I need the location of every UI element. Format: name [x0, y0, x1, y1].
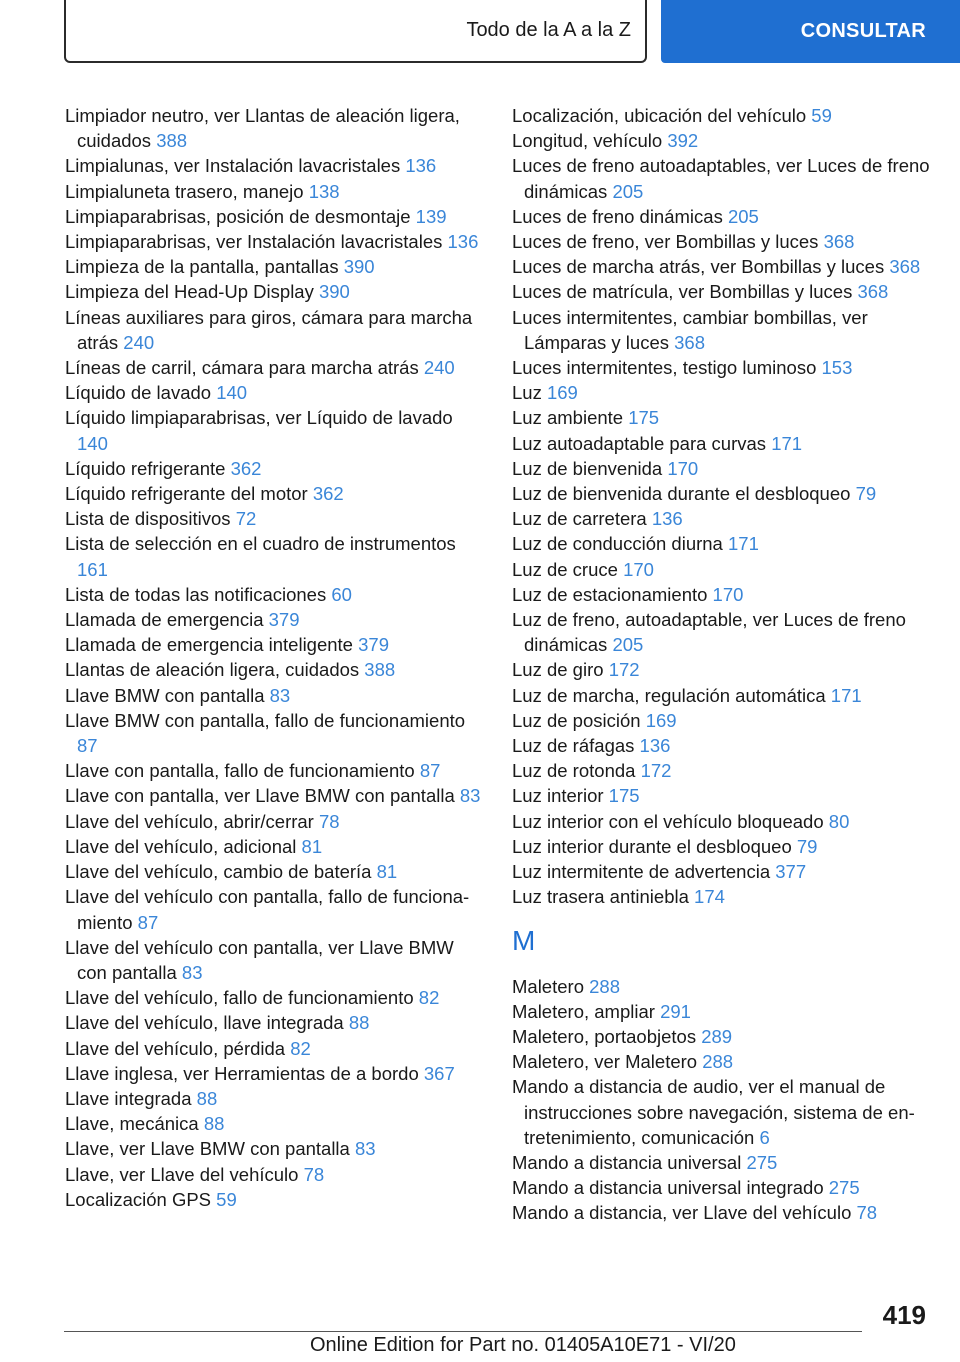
index-entry-text: Limpieza del Head-Up Display	[65, 281, 314, 303]
index-entry	[65, 758, 485, 783]
page-link[interactable]: 87	[137, 911, 159, 933]
index-entry-text: Lista de selección en el cuadro de instrumentos	[65, 533, 456, 555]
page-link[interactable]: 72	[235, 508, 257, 530]
index-entry	[65, 1136, 485, 1161]
index-entry-text: Mando a distancia universal integrado	[512, 1177, 824, 1199]
page-link[interactable]: 275	[746, 1151, 778, 1173]
index-entry-text: Llave BMW con pantalla	[65, 684, 265, 706]
index-entry-text: Luz autoadaptable para curvas	[512, 432, 767, 454]
page-link[interactable]: 175	[608, 785, 640, 807]
index-entry-text: Llamada de emergencia inteligente	[65, 634, 353, 656]
index-entry-text: Luz de giro	[512, 659, 604, 681]
index-entry	[65, 859, 485, 884]
index-entry	[65, 305, 485, 355]
index-entry	[512, 153, 942, 203]
index-entry-text: Líneas auxiliares para giros, cámara para marcha atrás	[65, 306, 473, 353]
index-entry-text: Luz de bienvenida durante el desbloqueo	[512, 483, 851, 505]
page-link[interactable]: 78	[303, 1163, 325, 1185]
index-entry	[65, 204, 485, 229]
index-entry-text: Llave con pantalla, fallo de funcionamiento	[65, 760, 415, 782]
index-entry-text: Mando a distancia de audio, ver el manual de instrucciones sobre navegación, sistema de entretenimiento, comunicación	[512, 1076, 915, 1148]
page-link[interactable]: 205	[612, 180, 644, 202]
page-link[interactable]: 87	[419, 760, 441, 782]
index-entry-text: Líquido limpiaparabrisas, ver Líquido de lavado	[65, 407, 453, 429]
page-link[interactable]: 80	[828, 810, 850, 832]
index-entry-text: Mando a distancia universal	[512, 1151, 742, 1173]
page-link[interactable]: 388	[156, 130, 188, 152]
page-link[interactable]: 78	[318, 810, 340, 832]
index-entry	[512, 708, 942, 733]
page-link[interactable]: 362	[230, 457, 262, 479]
index-entry-text: Luz interior	[512, 785, 604, 807]
index-entry	[65, 531, 485, 581]
index-entry	[512, 557, 942, 582]
page-link[interactable]: 240	[423, 357, 455, 379]
page-link[interactable]: 60	[331, 583, 352, 605]
index-entry	[65, 405, 485, 455]
index-entry-text: Luces de freno, ver Bombillas y luces	[512, 231, 819, 253]
index-entry-text: Luz ambiente	[512, 407, 624, 429]
page-link[interactable]: 169	[645, 709, 677, 731]
page-link[interactable]: 136	[405, 155, 437, 177]
index-entry	[512, 657, 942, 682]
index-entry-text: Luz de cruce	[512, 558, 618, 580]
index-entry-text: Luz de bienvenida	[512, 457, 663, 479]
index-entry	[65, 456, 485, 481]
index-entry-text: Luces intermitentes, cambiar bombillas, ver Lámparas y luces	[512, 306, 868, 353]
index-entry	[512, 1200, 942, 1225]
index-entry-text: Luz de rotonda	[512, 760, 636, 782]
index-entry	[512, 783, 942, 808]
index-entry-text: Llave inglesa, ver Herramientas de a bordo	[65, 1062, 419, 1084]
index-entry	[65, 229, 485, 254]
index-entry-text: Mando a distancia, ver Llave del vehículo	[512, 1202, 852, 1224]
index-entry-text: Llave integrada	[65, 1087, 192, 1109]
index-entry	[65, 1061, 485, 1086]
index-entry-text: Limpialuneta trasero, manejo	[65, 180, 304, 202]
page-link[interactable]: 87	[77, 735, 98, 757]
index-entry-text: Maletero, ampliar	[512, 1000, 655, 1022]
index-entry-text: Luces de freno autoadaptables, ver Luces de freno dinámicas	[512, 155, 930, 202]
index-entry	[65, 657, 485, 682]
index-entry-text: Llave del vehículo, abrir/cerrar	[65, 810, 314, 832]
index-entry-text: Limpiaparabrisas, ver Instalación lavacristales	[65, 231, 443, 253]
index-entry-text: Llave BMW con pantalla, fallo de funcionamiento	[65, 709, 466, 731]
footer-divider	[64, 1331, 862, 1332]
index-entry	[65, 683, 485, 708]
index-entry-text: Llave del vehículo, cambio de batería	[65, 861, 372, 883]
index-entry	[512, 884, 942, 909]
page-link[interactable]: 171	[830, 684, 862, 706]
index-entry	[512, 809, 942, 834]
page-number: 419	[882, 1300, 926, 1330]
index-entry	[512, 1049, 942, 1074]
index-entry-text: Llave, mecánica	[65, 1113, 199, 1135]
index-entry	[512, 607, 942, 657]
index-entry	[65, 1111, 485, 1136]
page-link[interactable]: 275	[828, 1177, 860, 1199]
page-link[interactable]: 288	[702, 1051, 734, 1073]
page-link[interactable]: 6	[759, 1126, 770, 1148]
page-link[interactable]: 171	[728, 533, 759, 555]
index-entry	[512, 1074, 942, 1150]
index-entry-text: Luz de marcha, regulación automática	[512, 684, 826, 706]
index-entry-text: Luz interior durante el desbloqueo	[512, 835, 792, 857]
index-entry-text: Llave del vehículo, llave integrada	[65, 1012, 344, 1034]
index-entry	[65, 582, 485, 607]
index-entry	[512, 683, 942, 708]
page-link[interactable]: 59	[216, 1188, 237, 1210]
page-link[interactable]: 368	[674, 331, 705, 353]
index-entry	[512, 506, 942, 531]
index-entry-text: Líquido de lavado	[65, 382, 212, 404]
index-entry	[512, 859, 942, 884]
index-entry-text: Llave, ver Llave del vehículo	[65, 1163, 299, 1185]
page-link[interactable]: 59	[811, 105, 832, 126]
index-entry-text: Luz trasera antiniebla	[512, 886, 689, 908]
index-entry	[512, 405, 942, 430]
index-entry-text: Llave del vehículo, pérdida	[65, 1037, 286, 1059]
page-link[interactable]: 82	[418, 987, 440, 1009]
section-letter-m: M	[512, 924, 536, 956]
index-entry	[65, 1036, 485, 1061]
page-link[interactable]: 175	[628, 407, 660, 429]
index-entry-text: Llave del vehículo con pantalla, fallo de funcionamiento	[65, 886, 470, 933]
page-link[interactable]: 388	[364, 659, 396, 681]
tab-consultar[interactable]	[661, 0, 960, 63]
index-entry-text: Llamada de emergencia	[65, 609, 264, 631]
index-entry	[512, 103, 942, 128]
index-entry-text: Luz de conducción diurna	[512, 533, 723, 555]
index-entry	[65, 935, 485, 985]
index-column-right	[512, 103, 942, 1226]
page-link[interactable]: 138	[308, 180, 340, 202]
index-entry	[65, 1086, 485, 1111]
index-entry-text: Llave, ver Llave BMW con pantalla	[65, 1138, 350, 1160]
index-entry-text: Maletero, portaobjetos	[512, 1025, 697, 1047]
tab-consultar-label: CONSULTAR	[800, 20, 926, 42]
index-entry-text: Luz de posición	[512, 709, 641, 731]
page-link[interactable]: 83	[354, 1138, 376, 1160]
page-link[interactable]: 136	[447, 231, 479, 253]
index-entry	[512, 204, 942, 229]
index-entry	[65, 985, 485, 1010]
index-entry	[512, 254, 942, 279]
index-list-l	[512, 103, 942, 910]
page-link[interactable]: 170	[667, 457, 699, 479]
index-entry	[512, 355, 942, 380]
index-entry-text: Luz de ráfagas	[512, 735, 635, 757]
page-link[interactable]: 291	[660, 1000, 691, 1022]
page-link[interactable]: 205	[727, 205, 759, 227]
page-link[interactable]: 172	[608, 659, 640, 681]
index-entry-text: Llave del vehículo, fallo de funcionamiento	[65, 987, 414, 1009]
page-link[interactable]: 82	[290, 1037, 311, 1059]
page-link[interactable]: 170	[623, 558, 654, 580]
index-entry-text: Luces de marcha atrás, ver Bombillas y luces	[512, 256, 885, 278]
index-entry	[512, 733, 942, 758]
index-entry	[65, 355, 485, 380]
page-link[interactable]: 79	[796, 835, 818, 857]
page-link[interactable]: 172	[640, 760, 672, 782]
page-link[interactable]: 390	[318, 281, 350, 303]
tab-todo-a-z-label: Todo de la A a la Z	[466, 19, 631, 41]
index-entry-text: Maletero, ver Maletero	[512, 1051, 698, 1073]
index-entry	[65, 153, 485, 178]
page-link[interactable]: 379	[268, 609, 300, 631]
index-entry-text: Llave del vehículo, adicional	[65, 835, 297, 857]
page-link[interactable]: 140	[216, 382, 248, 404]
index-entry	[65, 103, 485, 153]
index-entry-text: Llave con pantalla, ver Llave BMW con pantalla	[65, 785, 455, 807]
index-list-m	[512, 974, 942, 1226]
index-entry	[512, 279, 942, 304]
page-link[interactable]: 170	[712, 583, 744, 605]
index-entry-text: Limpiador neutro, ver Llantas de aleación ligera, cuidados	[65, 105, 460, 152]
index-entry-text: Líquido refrigerante del motor	[65, 483, 308, 505]
index-entry	[65, 1187, 485, 1212]
index-entry-text: Luces de freno dinámicas	[512, 205, 723, 227]
index-entry	[512, 1150, 942, 1175]
index-entry	[512, 834, 942, 859]
index-entry-text: Líquido refrigerante	[65, 457, 226, 479]
tab-todo-a-z[interactable]	[64, 0, 647, 63]
index-entry-text: Limpieza de la pantalla, pantallas	[65, 256, 339, 278]
page-link[interactable]: 368	[889, 256, 921, 278]
index-entry	[65, 783, 485, 808]
index-entry	[65, 481, 485, 506]
page-link[interactable]: 379	[358, 634, 389, 656]
page-link[interactable]: 362	[312, 483, 344, 505]
index-entry-text: Localización GPS	[65, 1188, 212, 1210]
page-link[interactable]: 83	[181, 961, 203, 983]
page-link[interactable]: 136	[651, 508, 683, 530]
page-link[interactable]: 377	[775, 861, 807, 883]
index-entry	[65, 254, 485, 279]
page-link[interactable]: 205	[612, 634, 644, 656]
index-entry	[512, 974, 942, 999]
page-link[interactable]: 288	[589, 975, 620, 997]
index-entry	[65, 834, 485, 859]
page-link[interactable]: 174	[694, 886, 725, 908]
index-entry-text: Longitud, vehículo	[512, 130, 663, 152]
index-entry-text: Líneas de carril, cámara para marcha atrás	[65, 357, 419, 379]
index-entry	[65, 1162, 485, 1187]
index-entry	[65, 809, 485, 834]
index-entry	[512, 758, 942, 783]
index-entry	[512, 582, 942, 607]
page-link[interactable]: 392	[667, 130, 699, 152]
index-entry	[65, 1010, 485, 1035]
page-link[interactable]: 171	[771, 432, 803, 454]
index-entry-text: Luz	[512, 382, 542, 404]
page-link[interactable]: 83	[269, 684, 291, 706]
page-link[interactable]: 367	[423, 1062, 455, 1084]
index-entry	[512, 1024, 942, 1049]
index-entry	[65, 506, 485, 531]
index-entry-text: Luces de matrícula, ver Bombillas y luces	[512, 281, 853, 303]
page-link[interactable]: 136	[639, 735, 671, 757]
page-link[interactable]: 139	[415, 205, 447, 227]
index-entry-text: Luz de carretera	[512, 508, 647, 530]
page-link[interactable]: 88	[196, 1087, 218, 1109]
index-entry-text: Llantas de aleación ligera, cuidados	[65, 659, 360, 681]
page-link[interactable]: 140	[77, 432, 108, 454]
page-link[interactable]: 390	[343, 256, 375, 278]
index-entry	[512, 1175, 942, 1200]
page-link[interactable]: 88	[348, 1012, 370, 1034]
index-entry-text: Luces intermitentes, testigo luminoso	[512, 357, 817, 379]
index-entry	[65, 607, 485, 632]
index-entry	[512, 229, 942, 254]
index-entry	[512, 456, 942, 481]
index-column-left	[65, 103, 485, 1212]
index-entry-text: Limpialunas, ver Instalación lavacristales	[65, 155, 401, 177]
page-link[interactable]: 289	[701, 1025, 733, 1047]
index-entry-text: Luz de freno, autoadaptable, ver Luces de freno dinámicas	[512, 609, 906, 656]
page-link[interactable]: 368	[857, 281, 889, 303]
index-entry	[65, 632, 485, 657]
page-link[interactable]: 368	[823, 231, 855, 253]
page-link[interactable]: 169	[546, 382, 578, 404]
index-entry-text: Localización, ubicación del vehículo	[512, 105, 807, 126]
index-entry	[512, 999, 942, 1024]
index-entry	[512, 380, 942, 405]
index-entry	[65, 884, 485, 934]
page-link[interactable]: 240	[123, 331, 155, 353]
index-entry	[65, 179, 485, 204]
index-entry	[512, 481, 942, 506]
index-entry	[65, 279, 485, 304]
page-link[interactable]: 153	[821, 357, 853, 379]
footer-edition: Online Edition for Part no. 01405A10E71 - VI/20	[310, 1334, 736, 1356]
index-entry	[512, 128, 942, 153]
page-link[interactable]: 81	[376, 861, 398, 883]
index-entry	[65, 380, 485, 405]
page-link[interactable]: 81	[301, 835, 323, 857]
index-entry-text: Limpiaparabrisas, posición de desmontaje	[65, 205, 411, 227]
index-entry-text: Lista de dispositivos	[65, 508, 231, 530]
index-entry	[512, 531, 942, 556]
index-entry	[512, 431, 942, 456]
index-entry-text: Luz de estacionamiento	[512, 583, 708, 605]
index-entry	[65, 708, 485, 758]
index-entry	[512, 305, 942, 355]
index-entry-text: Maletero	[512, 975, 584, 997]
index-entry-text: Luz intermitente de advertencia	[512, 861, 771, 883]
index-entry-text: Luz interior con el vehículo bloqueado	[512, 810, 824, 832]
index-entry-text: Llave del vehículo con pantalla, ver Llave BMW con pantalla	[65, 936, 454, 983]
page-link[interactable]: 83	[459, 785, 481, 807]
index-entry-text: Lista de todas las notificaciones	[65, 583, 327, 605]
page-link[interactable]: 79	[855, 483, 877, 505]
page-link[interactable]: 161	[77, 558, 108, 580]
page-link[interactable]: 78	[856, 1202, 878, 1224]
page-link[interactable]: 88	[203, 1113, 225, 1135]
